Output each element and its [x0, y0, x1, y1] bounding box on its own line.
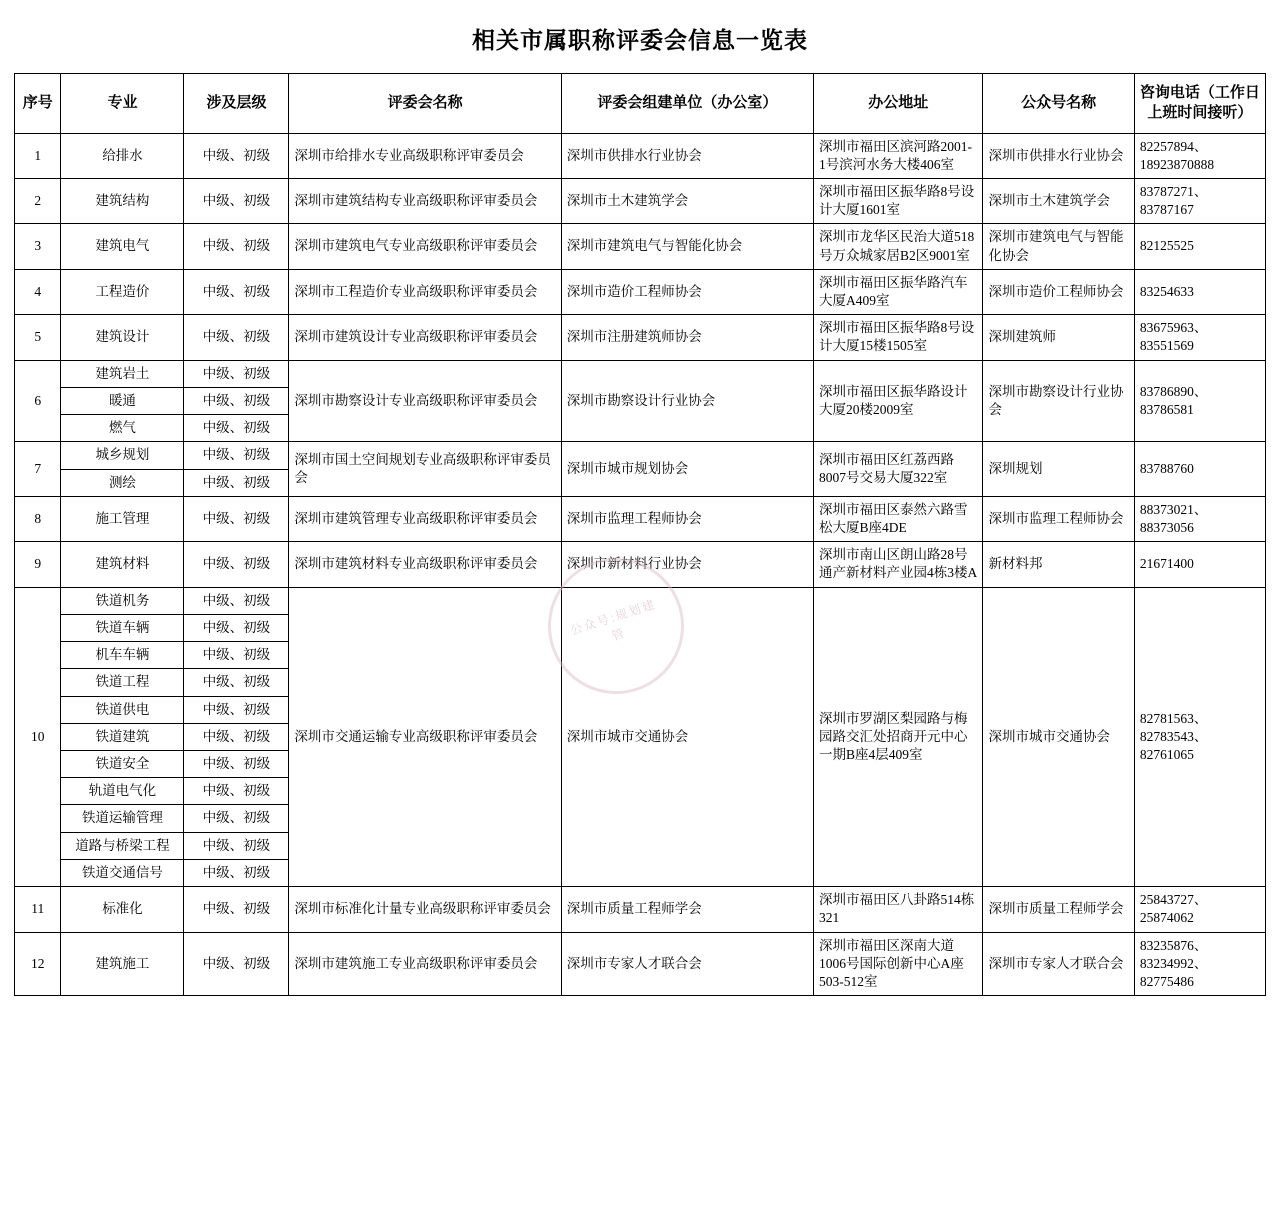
table-row [15, 587, 1266, 614]
cell-wechat-name: 新材料邦 [983, 542, 1134, 587]
cell-organizing-unit: 深圳市城市规划协会 [561, 442, 813, 496]
cell-major: 暖通 [61, 387, 184, 414]
cell-committee-name: 深圳市建筑电气专业高级职称评审委员会 [289, 224, 561, 269]
cell-level: 中级、初级 [184, 224, 289, 269]
cell-organizing-unit: 深圳市监理工程师协会 [561, 496, 813, 541]
cell-level: 中级、初级 [184, 642, 289, 669]
cell-organizing-unit: 深圳市质量工程师学会 [561, 887, 813, 932]
table-row [15, 932, 1266, 996]
cell-level: 中级、初级 [184, 178, 289, 223]
cell-committee-name: 深圳市建筑施工专业高级职称评审委员会 [289, 932, 561, 996]
cell-level: 中级、初级 [184, 133, 289, 178]
table-row [15, 224, 1266, 269]
cell-organizing-unit: 深圳市专家人才联合会 [561, 932, 813, 996]
cell-office-address: 深圳市南山区朗山路28号通产新材料产业园4栋3楼A [814, 542, 983, 587]
cell-wechat-name: 深圳市专家人才联合会 [983, 932, 1134, 996]
column-header-address: 办公地址 [814, 74, 983, 134]
cell-wechat-name: 深圳市监理工程师协会 [983, 496, 1134, 541]
column-header-index: 序号 [15, 74, 61, 134]
cell-level: 中级、初级 [184, 859, 289, 886]
cell-major: 铁道工程 [61, 669, 184, 696]
table-row [15, 496, 1266, 541]
cell-major: 铁道交通信号 [61, 859, 184, 886]
cell-phone: 88373021、88373056 [1134, 496, 1265, 541]
cell-office-address: 深圳市福田区八卦路514栋321 [814, 887, 983, 932]
cell-major: 施工管理 [61, 496, 184, 541]
cell-office-address: 深圳市福田区泰然六路雪松大厦B座4DE [814, 496, 983, 541]
cell-level: 中级、初级 [184, 542, 289, 587]
cell-wechat-name: 深圳市质量工程师学会 [983, 887, 1134, 932]
cell-phone: 21671400 [1134, 542, 1265, 587]
table-row [15, 442, 1266, 469]
cell-level: 中级、初级 [184, 360, 289, 387]
cell-organizing-unit: 深圳市勘察设计行业协会 [561, 360, 813, 442]
column-header-level: 涉及层级 [184, 74, 289, 134]
cell-major: 工程造价 [61, 269, 184, 314]
cell-wechat-name: 深圳市造价工程师协会 [983, 269, 1134, 314]
cell-organizing-unit: 深圳市城市交通协会 [561, 587, 813, 886]
cell-wechat-name: 深圳市供排水行业协会 [983, 133, 1134, 178]
cell-index: 12 [15, 932, 61, 996]
cell-index: 8 [15, 496, 61, 541]
cell-office-address: 深圳市福田区红荔西路8007号交易大厦322室 [814, 442, 983, 496]
cell-major: 铁道运输管理 [61, 805, 184, 832]
table-row [15, 133, 1266, 178]
cell-level: 中级、初级 [184, 805, 289, 832]
cell-phone: 83235876、83234992、82775486 [1134, 932, 1265, 996]
cell-office-address: 深圳市福田区振华路汽车大厦A409室 [814, 269, 983, 314]
cell-level: 中级、初级 [184, 469, 289, 496]
cell-level: 中级、初级 [184, 750, 289, 777]
cell-organizing-unit: 深圳市土木建筑学会 [561, 178, 813, 223]
cell-office-address: 深圳市龙华区民治大道518号万众城家居B2区9001室 [814, 224, 983, 269]
cell-index: 6 [15, 360, 61, 442]
table-body [15, 133, 1266, 996]
cell-phone: 82257894、18923870888 [1134, 133, 1265, 178]
cell-office-address: 深圳市罗湖区梨园路与梅园路交汇处招商开元中心一期B座4层409室 [814, 587, 983, 886]
cell-major: 轨道电气化 [61, 778, 184, 805]
cell-index: 3 [15, 224, 61, 269]
cell-office-address: 深圳市福田区滨河路2001-1号滨河水务大楼406室 [814, 133, 983, 178]
cell-major: 燃气 [61, 415, 184, 442]
cell-index: 7 [15, 442, 61, 496]
cell-phone: 83254633 [1134, 269, 1265, 314]
page-title: 相关市属职称评委会信息一览表 [472, 27, 808, 53]
cell-level: 中级、初级 [184, 587, 289, 614]
cell-major: 建筑电气 [61, 224, 184, 269]
cell-committee-name: 深圳市交通运输专业高级职称评审委员会 [289, 587, 561, 886]
cell-organizing-unit: 深圳市造价工程师协会 [561, 269, 813, 314]
cell-phone: 82125525 [1134, 224, 1265, 269]
cell-level: 中级、初级 [184, 269, 289, 314]
cell-major: 铁道建筑 [61, 723, 184, 750]
watermark-text: 公众号:规划建管 [568, 596, 658, 644]
cell-level: 中级、初级 [184, 614, 289, 641]
committee-info-table [14, 73, 1266, 996]
column-header-phone: 咨询电话（工作日上班时间接听） [1134, 74, 1265, 134]
cell-major: 铁道供电 [61, 696, 184, 723]
cell-level: 中级、初级 [184, 778, 289, 805]
table-row [15, 315, 1266, 360]
cell-major: 建筑结构 [61, 178, 184, 223]
cell-major: 测绘 [61, 469, 184, 496]
cell-level: 中级、初级 [184, 415, 289, 442]
cell-index: 9 [15, 542, 61, 587]
cell-organizing-unit: 深圳市注册建筑师协会 [561, 315, 813, 360]
cell-index: 1 [15, 133, 61, 178]
cell-index: 10 [15, 587, 61, 886]
cell-major: 建筑施工 [61, 932, 184, 996]
cell-phone: 83786890、83786581 [1134, 360, 1265, 442]
cell-major: 建筑材料 [61, 542, 184, 587]
column-header-major: 专业 [61, 74, 184, 134]
cell-level: 中级、初级 [184, 723, 289, 750]
cell-index: 4 [15, 269, 61, 314]
cell-level: 中级、初级 [184, 442, 289, 469]
cell-major: 铁道车辆 [61, 614, 184, 641]
cell-committee-name: 深圳市给排水专业高级职称评审委员会 [289, 133, 561, 178]
cell-major: 道路与桥梁工程 [61, 832, 184, 859]
table-row [15, 887, 1266, 932]
cell-phone: 83787271、83787167 [1134, 178, 1265, 223]
cell-wechat-name: 深圳规划 [983, 442, 1134, 496]
table-row [15, 360, 1266, 387]
table-row [15, 542, 1266, 587]
column-header-name: 评委会名称 [289, 74, 561, 134]
cell-committee-name: 深圳市建筑材料专业高级职称评审委员会 [289, 542, 561, 587]
cell-level: 中级、初级 [184, 496, 289, 541]
cell-major: 给排水 [61, 133, 184, 178]
cell-major: 标准化 [61, 887, 184, 932]
cell-level: 中级、初级 [184, 315, 289, 360]
column-header-wechat: 公众号名称 [983, 74, 1134, 134]
cell-major: 建筑岩土 [61, 360, 184, 387]
cell-major: 铁道机务 [61, 587, 184, 614]
cell-office-address: 深圳市福田区振华路8号设计大厦1601室 [814, 178, 983, 223]
cell-organizing-unit: 深圳市供排水行业协会 [561, 133, 813, 178]
cell-wechat-name: 深圳市城市交通协会 [983, 587, 1134, 886]
cell-committee-name: 深圳市勘察设计专业高级职称评审委员会 [289, 360, 561, 442]
cell-committee-name: 深圳市建筑结构专业高级职称评审委员会 [289, 178, 561, 223]
cell-level: 中级、初级 [184, 696, 289, 723]
table-row [15, 269, 1266, 314]
cell-index: 2 [15, 178, 61, 223]
cell-office-address: 深圳市福田区振华路8号设计大厦15楼1505室 [814, 315, 983, 360]
cell-major: 铁道安全 [61, 750, 184, 777]
cell-committee-name: 深圳市工程造价专业高级职称评审委员会 [289, 269, 561, 314]
cell-index: 11 [15, 887, 61, 932]
cell-wechat-name: 深圳建筑师 [983, 315, 1134, 360]
cell-committee-name: 深圳市建筑设计专业高级职称评审委员会 [289, 315, 561, 360]
table-header-row [15, 74, 1266, 134]
cell-level: 中级、初级 [184, 387, 289, 414]
cell-organizing-unit: 深圳市建筑电气与智能化协会 [561, 224, 813, 269]
cell-major: 建筑设计 [61, 315, 184, 360]
cell-level: 中级、初级 [184, 887, 289, 932]
column-header-org: 评委会组建单位（办公室） [561, 74, 813, 134]
cell-committee-name: 深圳市国土空间规划专业高级职称评审委员会 [289, 442, 561, 496]
cell-phone: 82781563、82783543、82761065 [1134, 587, 1265, 886]
cell-office-address: 深圳市福田区振华路设计大厦20楼2009室 [814, 360, 983, 442]
cell-phone: 83675963、83551569 [1134, 315, 1265, 360]
cell-phone: 83788760 [1134, 442, 1265, 496]
cell-committee-name: 深圳市标准化计量专业高级职称评审委员会 [289, 887, 561, 932]
cell-wechat-name: 深圳市建筑电气与智能化协会 [983, 224, 1134, 269]
cell-level: 中级、初级 [184, 832, 289, 859]
table-row [15, 178, 1266, 223]
cell-office-address: 深圳市福田区深南大道1006号国际创新中心A座503-512室 [814, 932, 983, 996]
cell-wechat-name: 深圳市勘察设计行业协会 [983, 360, 1134, 442]
cell-organizing-unit: 深圳市新材料行业协会 [561, 542, 813, 587]
cell-level: 中级、初级 [184, 669, 289, 696]
cell-committee-name: 深圳市建筑管理专业高级职称评审委员会 [289, 496, 561, 541]
cell-major: 机车车辆 [61, 642, 184, 669]
cell-major: 城乡规划 [61, 442, 184, 469]
cell-wechat-name: 深圳市土木建筑学会 [983, 178, 1134, 223]
cell-phone: 25843727、25874062 [1134, 887, 1265, 932]
cell-index: 5 [15, 315, 61, 360]
table-header [15, 74, 1266, 134]
cell-level: 中级、初级 [184, 932, 289, 996]
